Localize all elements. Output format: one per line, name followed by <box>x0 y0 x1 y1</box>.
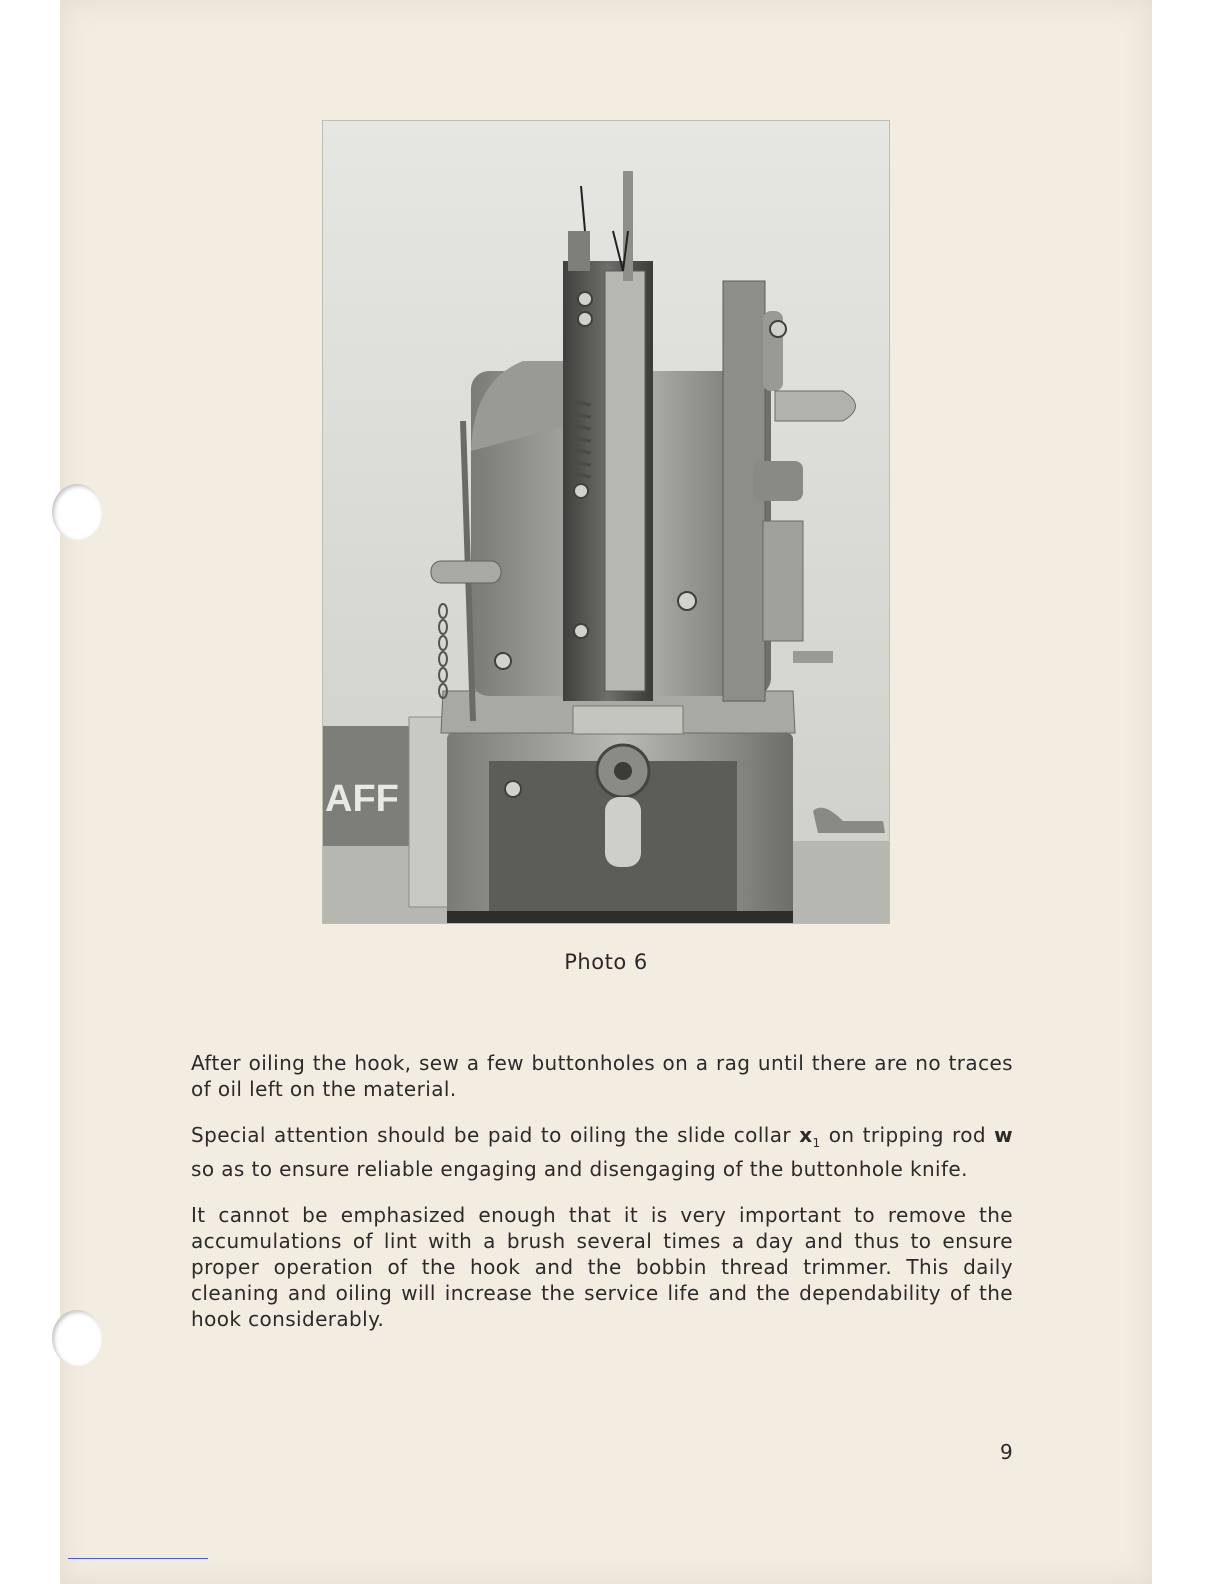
paragraph-slide-collar-part-c: so as to ensure reliable engaging and disengaging of the buttonhole knife. <box>191 1157 968 1181</box>
punch-hole-bottom <box>52 1310 102 1366</box>
document-page <box>60 0 1152 1584</box>
paragraph-slide-collar-part-b: on tripping rod <box>820 1123 995 1147</box>
photo-sign-text: AFF <box>325 778 399 820</box>
footer-rule <box>68 1558 208 1559</box>
photo-caption: Photo 6 <box>564 950 648 974</box>
body-text <box>191 1050 1013 1352</box>
symbol-x-subscript: 1 <box>812 1136 821 1150</box>
paragraph-slide-collar-part-a: Special attention should be paid to oiling the slide collar <box>191 1123 800 1147</box>
punch-hole-top <box>52 484 102 540</box>
sewing-machine-illustration <box>323 121 889 923</box>
symbol-x: x <box>799 1123 813 1147</box>
paragraph-lint-cleaning: It cannot be emphasized enough that it is very important to remove the accumulations of lint with a brush several times a day and thus to ensure proper operation of the hook and the bobbin thread trimmer. This daily cleaning and oiling will increase the service life and the dependability of the hook considerably. <box>191 1203 1013 1331</box>
machine-photo <box>322 120 890 924</box>
paragraph-oiling-hook: After oiling the hook, sew a few buttonholes on a rag until there are no traces of oil left on the material. <box>191 1051 1013 1101</box>
symbol-w: w <box>994 1123 1014 1147</box>
page-number: 9 <box>1000 1440 1013 1464</box>
paragraph-slide-collar <box>191 1122 1013 1182</box>
